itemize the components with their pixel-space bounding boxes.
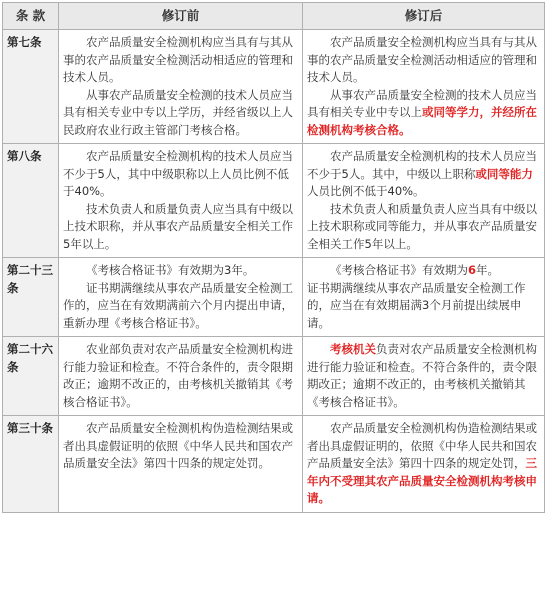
text-segment: 从事农产品质量安全检测的技术人员应当具有相关专业中专以上学历，并经省级以上人民政府农业行政主管部门考核合格。	[63, 87, 293, 137]
text-segment: 从事农产品质量安全检测的技术人员应当具有相关专业中专以上	[307, 87, 537, 119]
clause-label: 第三十条	[3, 416, 59, 513]
paragraph	[63, 148, 298, 201]
text-segment: 负责对农产品质量安全检测机构进行能力验证和检查。不符合条件的，责令限期改正；逾期不改正的，由考核机关撤销其《考核合格证书》。	[307, 342, 537, 409]
clause-label: 第七条	[3, 30, 59, 144]
clause-label: 第八条	[3, 144, 59, 258]
paragraph	[307, 87, 540, 140]
text-segment: 农产品质量安全检测机构的技术人员应当不少于5人，其中中级职称以上人员比例不低于40%。	[63, 149, 293, 198]
table-row	[3, 144, 545, 258]
before-text	[59, 30, 303, 144]
paragraph	[63, 262, 298, 280]
text-segment: 证书期满继续从事农产品质量安全检测工作的，应当在有效期满前六个月内提出申请，重新办理《考核合格证书》。	[63, 280, 293, 330]
text-segment: 年。	[476, 263, 500, 277]
text-segment: 《考核合格证书》有效期为3年。	[86, 263, 255, 277]
header-before: 修订前	[59, 3, 303, 30]
before-text	[59, 144, 303, 258]
header-after: 修订后	[303, 3, 545, 30]
paragraph	[63, 341, 298, 411]
text-segment: 农产品质量安全检测机构应当具有与其从事的农产品质量安全检测活动相适应的管理和技术人员。	[63, 35, 293, 84]
before-text	[59, 337, 303, 416]
table-row	[3, 337, 545, 416]
paragraph	[63, 34, 298, 87]
header-clause: 条 款	[3, 3, 59, 30]
clause-label: 第二十三条	[3, 258, 59, 337]
text-segment: 《考核合格证书》有效期为	[330, 263, 468, 277]
text-segment: 农产品质量安全检测机构的技术人员应当不少于5人。其中，中级以上职称	[307, 149, 537, 181]
after-text	[303, 258, 545, 337]
text-segment: 证书期满继续从事农产品质量安全检测工作的，应当在有效期届满3个月前提出续展申请。	[307, 280, 526, 330]
revised-text: 或同等能力	[475, 166, 533, 181]
revised-text: 考核机关	[330, 342, 376, 356]
paragraph	[63, 87, 298, 140]
paragraph	[307, 420, 540, 508]
paragraph	[63, 420, 298, 473]
paragraph	[307, 280, 540, 333]
paragraph	[307, 148, 540, 201]
after-text	[303, 30, 545, 144]
paragraph	[63, 280, 298, 333]
paragraph	[307, 341, 540, 411]
paragraph	[307, 201, 540, 254]
text-segment: 技术负责人和质量负责人应当具有中级以上技术职称或同等能力，并从事农产品质量安全相关工作5年以上。	[307, 201, 537, 251]
table-row	[3, 416, 545, 513]
after-text	[303, 144, 545, 258]
revised-text: 6	[468, 263, 477, 277]
paragraph	[63, 201, 298, 254]
text-segment: 技术负责人和质量负责人应当具有中级以上技术职称，并从事农产品质量安全相关工作5年以上。	[63, 201, 293, 251]
clause-label: 第二十六条	[3, 337, 59, 416]
before-text	[59, 258, 303, 337]
revised-text: 或同等学力，并经所在检测机构考核合格。	[307, 105, 537, 137]
paragraph	[307, 262, 540, 280]
table-header-row	[3, 3, 545, 30]
revision-table	[2, 2, 545, 513]
text-segment: 人员比例不低于40%。	[307, 184, 425, 198]
text-segment: 农业部负责对农产品质量安全检测机构进行能力验证和检查。不符合条件的，责令限期改正；逾期不改正的，由考核机关撤销其《考核合格证书》。	[63, 342, 293, 409]
after-text	[303, 337, 545, 416]
revised-text: 三年内不受理其农产品质量安全检测机构考核申请。	[307, 456, 537, 505]
after-text	[303, 416, 545, 513]
text-segment: 农产品质量安全检测机构伪造检测结果或者出具虚假证明的依照《中华人民共和国农产品质量安全法》第四十四条的规定处罚。	[63, 421, 293, 470]
text-segment: 农产品质量安全检测机构应当具有与其从事的农产品质量安全检测活动相适应的管理和技术人员。	[307, 35, 537, 84]
table-row	[3, 30, 545, 144]
text-segment: 农产品质量安全检测机构伪造检测结果或者出具虚假证明的，依照《中华人民共和国农产品质量安全法》第四十四条的规定处罚，	[307, 421, 537, 470]
before-text	[59, 416, 303, 513]
paragraph	[307, 34, 540, 87]
table-row	[3, 258, 545, 337]
